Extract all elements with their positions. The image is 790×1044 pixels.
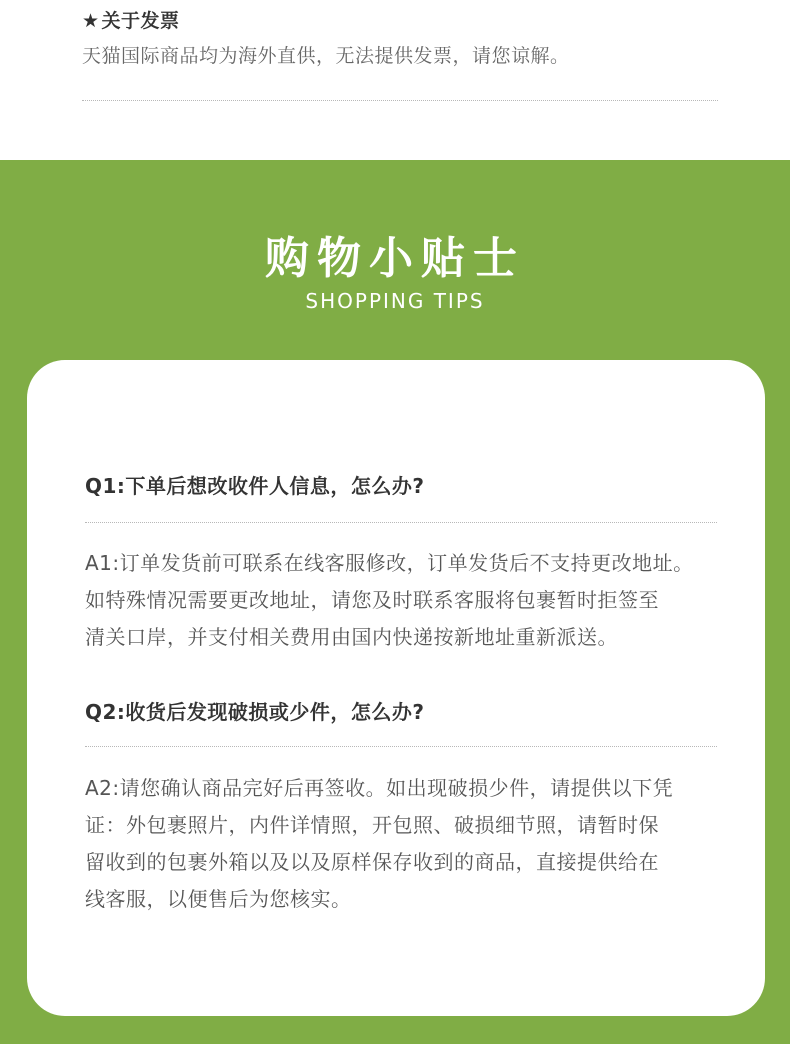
divider xyxy=(85,522,717,523)
answer-line: 证：外包裹照片，内件详情照，开包照、破损细节照，请暂时保 xyxy=(85,813,659,837)
faq-question-2: Q2:收货后发现破损或少件，怎么办? xyxy=(85,700,425,724)
answer-line: 线客服，以便售后为您核实。 xyxy=(85,887,352,911)
divider xyxy=(85,746,717,747)
divider xyxy=(82,100,718,101)
answer-line: A2:请您确认商品完好后再签收。如出现破损少件，请提供以下凭 xyxy=(85,776,674,800)
answer-line: 清关口岸，并支付相关费用由国内快递按新地址重新派送。 xyxy=(85,625,618,649)
tips-title: 购物小贴士 xyxy=(265,233,525,284)
answer-line: 留收到的包裹外箱以及以及原样保存收到的商品，直接提供给在 xyxy=(85,850,659,874)
invoice-title: 关于发票 xyxy=(101,10,180,32)
faq-answer-2 xyxy=(85,770,735,918)
star-icon: ★ xyxy=(82,10,100,32)
invoice-heading xyxy=(82,6,180,33)
faq-card xyxy=(27,360,765,1016)
faq-answer-1 xyxy=(85,545,735,656)
invoice-text: 天猫国际商品均为海外直供，无法提供发票，请您谅解。 xyxy=(82,45,570,67)
answer-line: 如特殊情况需要更改地址，请您及时联系客服将包裹暂时拒签至 xyxy=(85,588,659,612)
faq-question-1: Q1:下单后想改收件人信息，怎么办? xyxy=(85,474,425,498)
invoice-section xyxy=(0,0,790,160)
answer-line: A1:订单发货前可联系在线客服修改，订单发货后不支持更改地址。 xyxy=(85,551,694,575)
tips-subtitle: SHOPPING TIPS xyxy=(305,289,485,313)
shopping-tips-section xyxy=(0,160,790,1044)
